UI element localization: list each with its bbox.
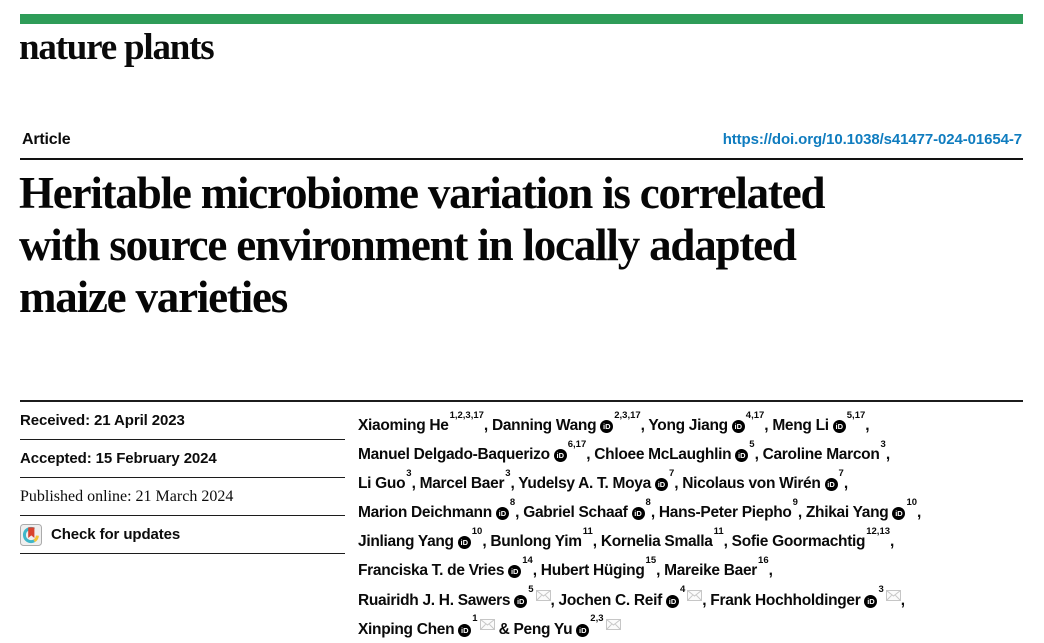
- author: Hans-Peter Piepho$^9$,: [658, 497, 806, 522]
- author-affiliation-superscript: 4: [679, 584, 686, 596]
- envelope-icon[interactable]: [886, 590, 901, 601]
- orcid-id-icon[interactable]: iD: [825, 478, 838, 491]
- orcid-id-icon[interactable]: iD: [864, 595, 877, 608]
- title-line: Heritable microbiome variation is correlated: [19, 168, 825, 218]
- crossmark-icon[interactable]: [20, 524, 42, 546]
- author-affiliation-superscript: 8: [645, 497, 651, 509]
- check-for-updates-label[interactable]: Check for updates: [51, 526, 181, 543]
- orcid-id-icon[interactable]: iD: [833, 420, 846, 433]
- envelope-icon[interactable]: [536, 590, 551, 601]
- author: Frank Hochholdinger $iD^3$,: [710, 584, 905, 609]
- author: Yong Jiang iD$^{4,17}$,: [648, 410, 773, 435]
- orcid-id-icon[interactable]: iD: [735, 449, 748, 462]
- author: Peng Yu iD$^{2,3}$: [514, 621, 621, 638]
- author: Caroline Marcon$^3$,: [762, 439, 890, 464]
- author: Danning Wang iD$^{2,3,17}$,: [491, 410, 649, 435]
- author-affiliation-superscript: 11: [582, 526, 593, 538]
- received-date: Received: 21 April 2023: [20, 412, 185, 429]
- orcid-id-icon[interactable]: iD: [576, 624, 589, 637]
- author-affiliation-superscript: 9: [792, 497, 798, 509]
- received-date-row: [20, 402, 345, 440]
- author-affiliation-superscript: 10: [471, 526, 483, 538]
- author-affiliation-superscript: 14: [522, 555, 533, 567]
- author: Manuel Delgado-Baquerizo iD$^{6,17}$,: [358, 439, 595, 464]
- orcid-id-icon[interactable]: iD: [458, 536, 471, 549]
- author: Meng Li iD$^{5,17}$,: [772, 410, 870, 435]
- author-affiliation-superscript: 2,3: [590, 613, 604, 625]
- author: Yudelsy A. T. Moya $iD^7$,: [518, 468, 683, 493]
- title-line: maize varieties: [19, 272, 288, 322]
- published-date-row: [20, 478, 345, 516]
- author: Zhikai Yang $iD^{10}$,: [805, 497, 922, 522]
- author-affiliation-superscript: 3: [878, 584, 884, 596]
- author-affiliation-superscript: 5,17: [846, 410, 866, 421]
- orcid-id-icon[interactable]: iD: [666, 595, 679, 608]
- envelope-icon[interactable]: [606, 619, 621, 630]
- title-line: with source environment in locally adapted: [19, 220, 796, 270]
- author: Mareike Baer$^{16}$,: [664, 555, 773, 580]
- orcid-id-icon[interactable]: iD: [508, 565, 521, 578]
- author: Li Guo$^3$,: [358, 468, 420, 493]
- orcid-id-icon[interactable]: iD: [892, 507, 905, 520]
- author: Sofie Goormachtig$^{12,13}$,: [731, 526, 895, 551]
- author: Marion Deichmann $iD^8$,: [358, 497, 524, 522]
- author: Bunlong Yim$^{11}$,: [490, 526, 601, 551]
- orcid-id-icon[interactable]: iD: [514, 595, 527, 608]
- author-affiliation-superscript: 5: [749, 439, 755, 451]
- orcid-id-icon[interactable]: iD: [496, 507, 509, 520]
- author-affiliation-superscript: 1: [472, 613, 478, 625]
- author: Kornelia Smalla$^{11}$,: [600, 526, 732, 551]
- orcid-id-icon[interactable]: iD: [600, 420, 613, 433]
- article-title: [19, 167, 1027, 323]
- article-meta-row: [22, 131, 1022, 149]
- header-divider: [20, 158, 1023, 160]
- author-affiliation-superscript: 11: [713, 526, 724, 538]
- author-affiliation-superscript: 3: [880, 439, 886, 451]
- author-affiliation-superscript: 15: [645, 555, 657, 567]
- author-affiliation-superscript: 16: [758, 555, 769, 567]
- author-affiliation-superscript: 10: [906, 497, 918, 509]
- author-affiliation-superscript: 5: [528, 584, 534, 596]
- accepted-date-row: [20, 440, 345, 478]
- orcid-id-icon[interactable]: iD: [632, 507, 645, 520]
- article-type-label: Article: [22, 131, 71, 148]
- article-history-panel: [20, 402, 345, 554]
- author: Franciska T. de Vries $iD^{14}$,: [358, 555, 541, 580]
- check-for-updates-row[interactable]: [20, 516, 345, 554]
- author-affiliation-superscript: 3: [406, 468, 412, 480]
- author-affiliation-superscript: 2,3,17: [614, 410, 641, 421]
- envelope-icon[interactable]: [687, 590, 702, 601]
- envelope-icon[interactable]: [480, 619, 495, 630]
- author: Gabriel Schaaf $iD^8$,: [523, 497, 659, 522]
- journal-brand-bar: [20, 14, 1023, 24]
- accepted-date: Accepted: 15 February 2024: [20, 450, 217, 467]
- orcid-id-icon[interactable]: iD: [458, 624, 471, 637]
- author: Jinliang Yang $iD^{10}$,: [358, 526, 491, 551]
- author-affiliation-superscript: 8: [509, 497, 516, 509]
- author-affiliation-superscript: 7: [838, 468, 844, 480]
- author-list: [358, 410, 1030, 643]
- author: Jochen C. Reif $iD^4$,: [558, 584, 711, 609]
- author: Hubert Hüging$^{15}$,: [540, 555, 665, 580]
- orcid-id-icon[interactable]: iD: [732, 420, 745, 433]
- author: Nicolaus von Wirén $iD^7$,: [682, 468, 848, 493]
- author-affiliation-superscript: 6,17: [567, 439, 587, 451]
- author: Xiaoming He$^{1,2,3,17}$,: [358, 410, 492, 435]
- orcid-id-icon[interactable]: iD: [655, 478, 668, 491]
- author-affiliation-superscript: 4,17: [745, 410, 765, 421]
- author: Ruairidh J. H. Sawers $iD^5$,: [358, 584, 559, 609]
- journal-logo: nature plants: [19, 27, 214, 68]
- orcid-id-icon[interactable]: iD: [554, 449, 567, 462]
- author-affiliation-superscript: 1,2,3,17: [449, 410, 484, 421]
- author: Chloee McLaughlin $iD^5$,: [594, 439, 763, 464]
- author: Xinping Chen $iD^1$ &: [358, 613, 514, 638]
- published-date: Published online: 21 March 2024: [20, 487, 234, 505]
- author: Marcel Baer$^3$,: [419, 468, 519, 493]
- doi-link[interactable]: https://doi.org/10.1038/s41477-024-01654-7: [722, 131, 1022, 148]
- author-affiliation-superscript: 12,13: [866, 526, 891, 538]
- author-affiliation-superscript: 3: [505, 468, 511, 480]
- author-affiliation-superscript: 7: [668, 468, 675, 480]
